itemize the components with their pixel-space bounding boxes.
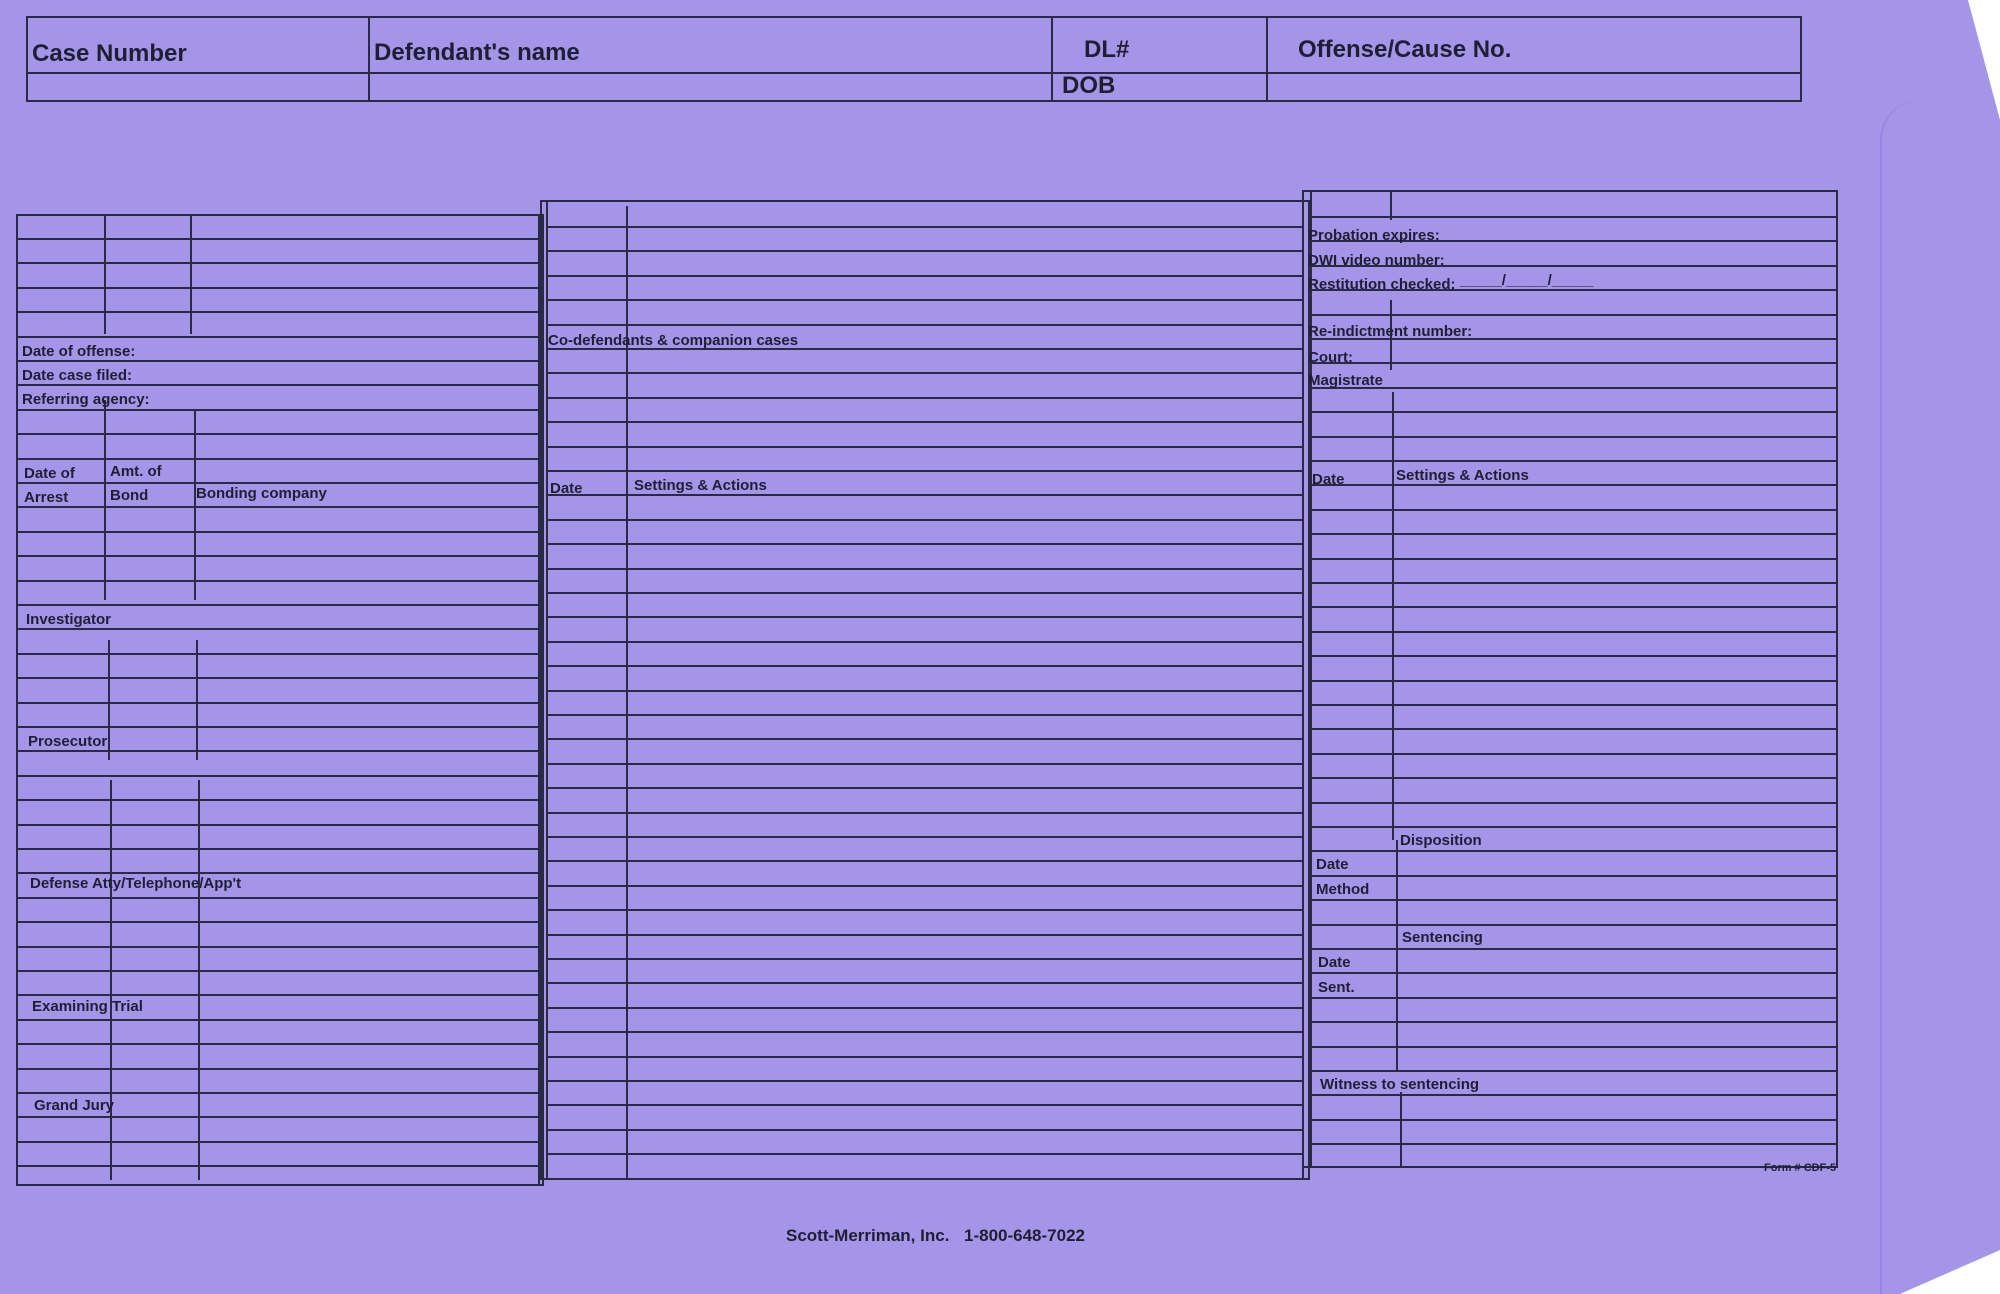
- right-rule: [1310, 1143, 1838, 1145]
- middle-rule: [546, 568, 1304, 570]
- left-rule: [16, 775, 544, 777]
- folder-tab-edge: [1880, 100, 2000, 1294]
- left-col-e: [108, 640, 110, 760]
- middle-rule: [546, 860, 1304, 862]
- right-rule: [1310, 509, 1838, 511]
- left-rule: [16, 458, 544, 460]
- middle-rule: [546, 1007, 1304, 1009]
- middle-rule: [546, 324, 1304, 326]
- middle-rule: [546, 958, 1304, 960]
- investigator-label: Investigator: [26, 611, 112, 628]
- right-rule: [1310, 875, 1838, 877]
- right-rule: [1310, 972, 1838, 974]
- left-col-b: [190, 216, 192, 334]
- dob-label: DOB: [1062, 72, 1116, 99]
- middle-rule: [546, 690, 1304, 692]
- middle-rule: [546, 714, 1304, 716]
- publisher-name: Scott-Merriman, Inc.: [786, 1226, 950, 1245]
- middle-rule: [546, 763, 1304, 765]
- right-rule: [1310, 436, 1838, 438]
- right-rule: [1310, 802, 1838, 804]
- middle-rule: [546, 1153, 1304, 1155]
- amt-of-label: Amt. of: [110, 463, 162, 480]
- right-rule: [1310, 850, 1838, 852]
- sentencing-label: Sentencing: [1402, 929, 1483, 946]
- left-rule: [16, 360, 544, 362]
- middle-rule: [546, 1104, 1304, 1106]
- left-rule: [16, 1092, 544, 1094]
- publisher-phone: 1-800-648-7022: [964, 1226, 1085, 1245]
- left-rule: [16, 262, 544, 264]
- middle-rule: [546, 397, 1304, 399]
- left-rule: [16, 799, 544, 801]
- header-col-2: [1051, 18, 1053, 100]
- date-case-filed-label: Date case filed:: [22, 367, 133, 384]
- method-label: Method: [1316, 881, 1370, 898]
- middle-rule: [546, 1031, 1304, 1033]
- disposition-date-label: Date: [1316, 856, 1349, 873]
- left-rule: [16, 824, 544, 826]
- disposition-label: Disposition: [1400, 832, 1482, 849]
- middle-rule: [546, 909, 1304, 911]
- sentencing-date-label: Date: [1318, 954, 1351, 971]
- left-rule: [16, 994, 544, 996]
- middle-rule: [546, 421, 1304, 423]
- right-rule: [1310, 631, 1838, 633]
- right-settings-actions-label: Settings & Actions: [1396, 467, 1529, 484]
- form-number: Form # CDF-5: [1764, 1162, 1837, 1174]
- right-rule: [1310, 314, 1838, 316]
- middle-rule: [546, 934, 1304, 936]
- date-of-offense-label: Date of offense:: [22, 343, 136, 360]
- left-col-j: [104, 400, 106, 504]
- left-rule: [16, 872, 544, 874]
- middle-rule: [546, 1080, 1304, 1082]
- right-rule: [1310, 1021, 1838, 1023]
- right-rule: [1310, 460, 1838, 462]
- restitution-checked-label: Restitution checked:: [1308, 276, 1456, 293]
- middle-rule: [546, 665, 1304, 667]
- middle-rule: [546, 543, 1304, 545]
- prosecutor-label: Prosecutor: [28, 733, 108, 750]
- middle-rule: [546, 738, 1304, 740]
- left-rule: [16, 653, 544, 655]
- right-rule: [1310, 924, 1838, 926]
- middle-rule: [546, 494, 1304, 496]
- header-table: [26, 16, 1802, 102]
- right-rule: [1310, 1119, 1838, 1121]
- bond-label: Bond: [110, 487, 149, 504]
- left-rule: [16, 628, 544, 630]
- left-col-a: [104, 216, 106, 334]
- middle-rule: [546, 372, 1304, 374]
- left-rule: [16, 1019, 544, 1021]
- left-rule: [16, 848, 544, 850]
- right-rule: [1310, 777, 1838, 779]
- middle-rule: [546, 299, 1304, 301]
- left-rule: [16, 311, 544, 313]
- middle-rule: [546, 446, 1304, 448]
- left-rule: [16, 726, 544, 728]
- right-rule: [1310, 362, 1838, 364]
- examining-trial-label: Examining Trial: [32, 998, 143, 1015]
- left-rule: [16, 384, 544, 386]
- right-rule: [1310, 997, 1838, 999]
- left-rule: [16, 1043, 544, 1045]
- middle-rule: [546, 982, 1304, 984]
- right-rule: [1310, 582, 1838, 584]
- right-rule: [1310, 606, 1838, 608]
- left-rule: [16, 531, 544, 533]
- right-rule: [1310, 216, 1838, 218]
- left-rule: [16, 1141, 544, 1143]
- bonding-company-label: Bonding company: [196, 485, 327, 502]
- middle-rule: [546, 470, 1304, 472]
- codefendants-label: Co-defendants & companion cases: [548, 332, 799, 349]
- middle-rule: [546, 1056, 1304, 1058]
- left-rule: [16, 970, 544, 972]
- defense-atty-label: Defense Atty/Telephone/App't: [30, 875, 242, 892]
- left-rule: [16, 946, 544, 948]
- left-rule: [16, 677, 544, 679]
- left-rule: [16, 409, 544, 411]
- right-rule: [1310, 704, 1838, 706]
- dwi-video-number-label: DWI video number:: [1308, 252, 1445, 269]
- middle-rule: [546, 592, 1304, 594]
- witness-to-sentencing-label: Witness to sentencing: [1320, 1076, 1480, 1093]
- right-rule: [1310, 753, 1838, 755]
- right-rule: [1310, 1070, 1838, 1072]
- header-divider: [26, 72, 1802, 74]
- middle-settings-actions-label: Settings & Actions: [634, 477, 767, 494]
- middle-rule: [546, 641, 1304, 643]
- middle-rule: [546, 250, 1304, 252]
- middle-rule: [546, 275, 1304, 277]
- right-rule: [1310, 728, 1838, 730]
- left-rule: [16, 238, 544, 240]
- magistrate-label: Magistrate: [1308, 372, 1384, 389]
- sent-label: Sent.: [1318, 979, 1355, 996]
- middle-rule: [546, 787, 1304, 789]
- middle-rule: [546, 519, 1304, 521]
- court-label: Court:: [1308, 349, 1353, 366]
- defendant-name-label: Defendant's name: [374, 39, 580, 66]
- left-rule: [16, 750, 544, 752]
- left-rule: [16, 506, 544, 508]
- left-rule: [16, 433, 544, 435]
- right-rule: [1310, 533, 1838, 535]
- restitution-blank: _____/_____/_____: [1460, 272, 1594, 289]
- left-col-g: [110, 780, 112, 1180]
- offense-cause-label: Offense/Cause No.: [1298, 36, 1512, 63]
- middle-rule: [546, 1129, 1304, 1131]
- left-rule: [16, 580, 544, 582]
- left-rule: [16, 1165, 544, 1167]
- left-rule: [16, 1116, 544, 1118]
- right-rule: [1310, 558, 1838, 560]
- left-col-h: [198, 780, 200, 1180]
- left-rule: [16, 287, 544, 289]
- middle-rule: [546, 226, 1304, 228]
- reindictment-number-label: Re-indictment number:: [1308, 323, 1473, 340]
- left-rule: [16, 702, 544, 704]
- left-rule: [16, 897, 544, 899]
- right-rule: [1310, 948, 1838, 950]
- left-col-f: [196, 640, 198, 760]
- header-col-3: [1266, 18, 1268, 100]
- left-rule: [16, 921, 544, 923]
- left-rule: [16, 482, 544, 484]
- date-of-label: Date of: [24, 465, 75, 482]
- right-rule: [1310, 1046, 1838, 1048]
- middle-date-label: Date: [550, 480, 583, 497]
- right-rule: [1310, 826, 1838, 828]
- left-rule: [16, 336, 544, 338]
- referring-agency-label: Referring agency:: [22, 391, 150, 408]
- right-rule: [1310, 484, 1838, 486]
- middle-rule: [546, 836, 1304, 838]
- right-rule: [1310, 387, 1838, 389]
- header-col-1: [368, 18, 370, 100]
- arrest-label: Arrest: [24, 489, 69, 506]
- left-rule: [16, 555, 544, 557]
- probation-expires-label: Probation expires:: [1308, 227, 1440, 244]
- middle-rule: [546, 616, 1304, 618]
- right-rule: [1310, 899, 1838, 901]
- case-number-label: Case Number: [32, 40, 187, 67]
- left-rule: [16, 604, 544, 606]
- dl-number-label: DL#: [1084, 36, 1130, 63]
- right-col-witness: [1400, 1092, 1402, 1166]
- right-rule: [1310, 680, 1838, 682]
- right-date-label: Date: [1312, 471, 1345, 488]
- left-col-d: [194, 410, 196, 600]
- right-rule: [1310, 411, 1838, 413]
- right-rule: [1310, 1094, 1838, 1096]
- middle-rule: [546, 885, 1304, 887]
- grand-jury-label: Grand Jury: [34, 1097, 115, 1114]
- middle-rule: [546, 812, 1304, 814]
- right-rule: [1310, 655, 1838, 657]
- left-rule: [16, 1068, 544, 1070]
